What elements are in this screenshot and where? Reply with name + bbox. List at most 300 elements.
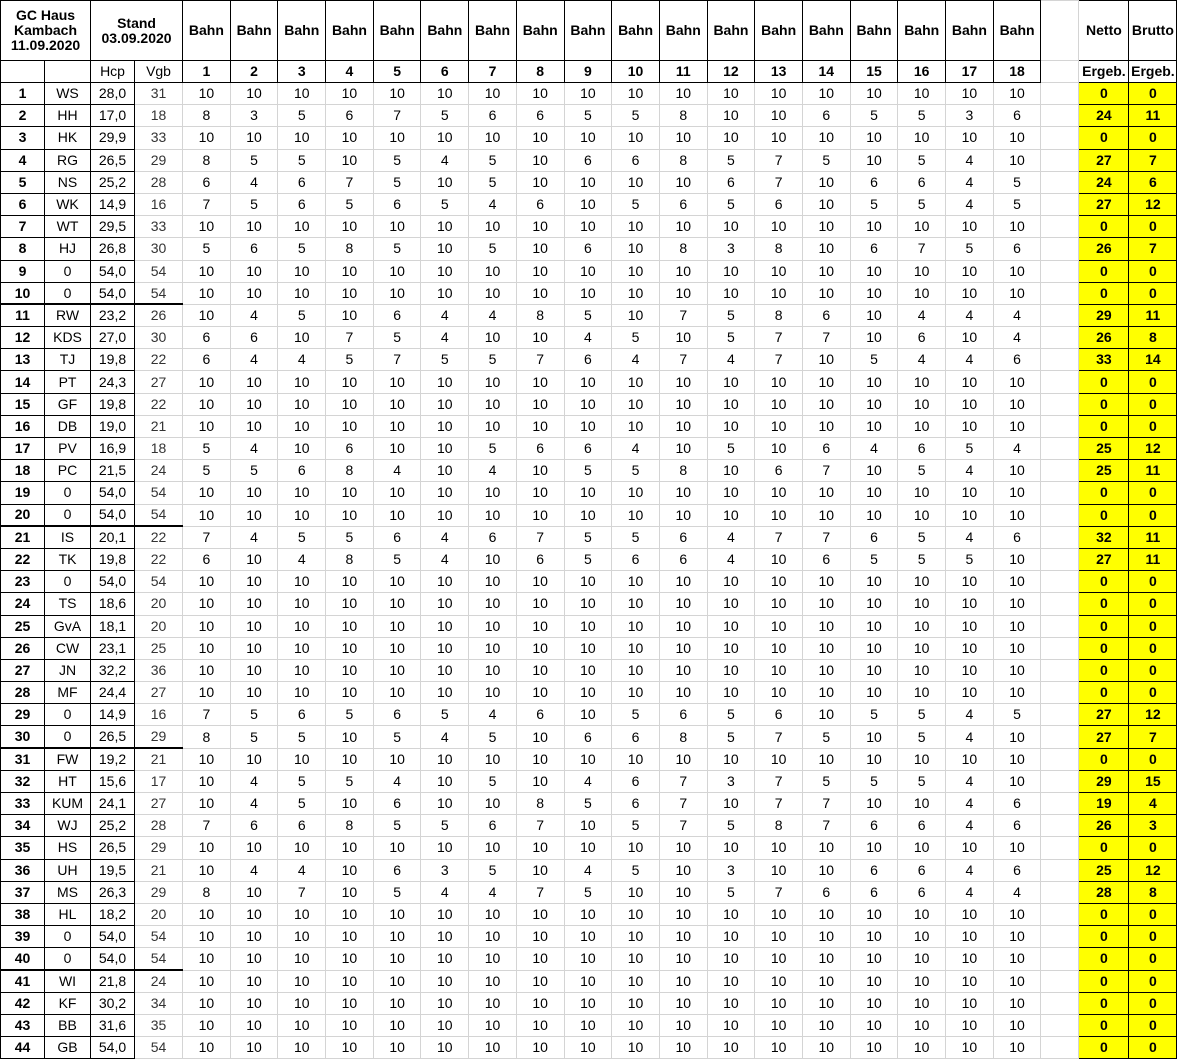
hole-score: 6 <box>802 881 850 903</box>
hole-score: 4 <box>469 704 517 726</box>
hole-score: 7 <box>659 815 707 837</box>
player-initials: 0 <box>45 482 91 504</box>
hole-score: 10 <box>707 105 755 127</box>
hole-score: 6 <box>850 881 898 903</box>
handicap-value: 19,8 <box>91 393 135 415</box>
hole-score: 10 <box>946 327 994 349</box>
hole-score: 10 <box>898 615 946 637</box>
hole-score: 5 <box>946 438 994 460</box>
hole-score: 10 <box>183 992 231 1014</box>
player-row <box>1 637 1177 659</box>
row-number: 35 <box>1 837 45 859</box>
hole-score: 10 <box>230 393 278 415</box>
hole-score: 10 <box>278 903 326 925</box>
hole-score: 4 <box>230 171 278 193</box>
hole-score: 10 <box>707 748 755 770</box>
row-number: 2 <box>1 105 45 127</box>
hole-score: 5 <box>278 726 326 748</box>
hole-score: 10 <box>516 1037 564 1059</box>
hole-score: 10 <box>993 260 1041 282</box>
player-initials: WK <box>45 193 91 215</box>
hole-score: 5 <box>850 548 898 570</box>
row-number: 3 <box>1 127 45 149</box>
brutto-result: 0 <box>1129 992 1177 1014</box>
hole-score: 5 <box>326 193 374 215</box>
brutto-result: 7 <box>1129 726 1177 748</box>
hole-score: 6 <box>898 859 946 881</box>
hole-score: 10 <box>564 637 612 659</box>
hole-score: 10 <box>421 282 469 304</box>
hole-score: 10 <box>183 748 231 770</box>
hole-score: 10 <box>373 593 421 615</box>
hole-score: 6 <box>373 193 421 215</box>
hole-score: 7 <box>755 327 803 349</box>
hole-score: 10 <box>564 482 612 504</box>
hole-score: 5 <box>373 815 421 837</box>
player-initials: HT <box>45 770 91 792</box>
hole-score: 10 <box>802 659 850 681</box>
hole-score: 10 <box>421 571 469 593</box>
bahn-label: Bahn <box>516 1 564 61</box>
hole-score: 4 <box>612 438 660 460</box>
hole-score: 7 <box>183 704 231 726</box>
handicap-value: 18,1 <box>91 615 135 637</box>
hole-score: 10 <box>564 415 612 437</box>
hole-score: 10 <box>230 903 278 925</box>
hole-score: 6 <box>516 548 564 570</box>
handicap-value: 54,0 <box>91 282 135 304</box>
hole-score: 4 <box>898 349 946 371</box>
player-row <box>1 282 1177 304</box>
column-gap <box>1041 216 1079 238</box>
vgb-value: 20 <box>135 593 183 615</box>
hole-score: 10 <box>659 216 707 238</box>
player-initials: HL <box>45 903 91 925</box>
hole-number: 17 <box>946 61 994 83</box>
hole-score: 8 <box>183 881 231 903</box>
column-gap <box>1041 593 1079 615</box>
hole-score: 10 <box>373 216 421 238</box>
hole-score: 10 <box>612 415 660 437</box>
hole-number: 11 <box>659 61 707 83</box>
vgb-value: 27 <box>135 682 183 704</box>
hole-score: 10 <box>802 571 850 593</box>
hole-score: 10 <box>516 948 564 970</box>
hole-score: 10 <box>659 438 707 460</box>
hole-score: 4 <box>993 881 1041 903</box>
player-initials: HK <box>45 127 91 149</box>
column-gap <box>1041 504 1079 526</box>
hole-score: 4 <box>421 726 469 748</box>
hole-score: 6 <box>278 193 326 215</box>
hole-score: 7 <box>802 327 850 349</box>
brutto-result: 0 <box>1129 504 1177 526</box>
player-row <box>1 349 1177 371</box>
handicap-value: 19,0 <box>91 415 135 437</box>
vgb-value: 54 <box>135 504 183 526</box>
hole-score: 10 <box>183 593 231 615</box>
hole-score: 10 <box>278 682 326 704</box>
hole-score: 4 <box>707 526 755 548</box>
hole-score: 6 <box>802 438 850 460</box>
player-initials: UH <box>45 859 91 881</box>
brutto-result: 11 <box>1129 526 1177 548</box>
hole-score: 10 <box>850 793 898 815</box>
vgb-value: 21 <box>135 415 183 437</box>
hole-score: 10 <box>946 282 994 304</box>
hole-score: 10 <box>612 171 660 193</box>
player-initials: 0 <box>45 260 91 282</box>
hole-score: 6 <box>230 238 278 260</box>
hole-number: 4 <box>326 61 374 83</box>
hole-score: 10 <box>946 593 994 615</box>
hole-score: 6 <box>993 793 1041 815</box>
hcp-header: Hcp <box>91 61 135 83</box>
player-row <box>1 837 1177 859</box>
hole-score: 5 <box>707 149 755 171</box>
brutto-header: Brutto <box>1129 1 1177 61</box>
hole-score: 4 <box>421 548 469 570</box>
hole-score: 10 <box>469 1037 517 1059</box>
vgb-value: 54 <box>135 571 183 593</box>
hole-score: 5 <box>373 238 421 260</box>
hole-score: 10 <box>755 127 803 149</box>
player-initials: CW <box>45 637 91 659</box>
hole-score: 10 <box>659 903 707 925</box>
hole-score: 10 <box>946 504 994 526</box>
bahn-label: Bahn <box>898 1 946 61</box>
hole-score: 10 <box>326 793 374 815</box>
hole-score: 10 <box>278 216 326 238</box>
hole-score: 10 <box>421 948 469 970</box>
handicap-value: 23,2 <box>91 304 135 326</box>
hole-score: 10 <box>373 1037 421 1059</box>
hole-score: 7 <box>516 881 564 903</box>
hole-score: 5 <box>850 105 898 127</box>
hole-score: 10 <box>469 615 517 637</box>
hole-score: 4 <box>421 304 469 326</box>
hole-score: 6 <box>850 171 898 193</box>
player-initials: RW <box>45 304 91 326</box>
player-row <box>1 216 1177 238</box>
hole-score: 10 <box>802 948 850 970</box>
hole-score: 6 <box>469 105 517 127</box>
hole-score: 10 <box>469 504 517 526</box>
hole-score: 5 <box>469 438 517 460</box>
hole-score: 7 <box>802 793 850 815</box>
hole-score: 5 <box>183 238 231 260</box>
hole-score: 6 <box>230 815 278 837</box>
netto-result: 32 <box>1079 526 1129 548</box>
hole-score: 10 <box>802 504 850 526</box>
hole-score: 6 <box>612 770 660 792</box>
hole-score: 4 <box>946 704 994 726</box>
hole-score: 6 <box>564 726 612 748</box>
hole-score: 10 <box>183 837 231 859</box>
hole-score: 5 <box>278 149 326 171</box>
hole-score: 10 <box>850 371 898 393</box>
hole-score: 10 <box>469 948 517 970</box>
hole-score: 10 <box>326 748 374 770</box>
brutto-result: 0 <box>1129 615 1177 637</box>
vgb-value: 21 <box>135 859 183 881</box>
hole-score: 10 <box>516 926 564 948</box>
hole-score: 10 <box>612 903 660 925</box>
hole-number: 1 <box>183 61 231 83</box>
hole-score: 4 <box>946 859 994 881</box>
hole-score: 10 <box>469 571 517 593</box>
hole-score: 5 <box>946 238 994 260</box>
hole-score: 10 <box>373 659 421 681</box>
hole-score: 10 <box>373 615 421 637</box>
column-gap <box>1041 526 1079 548</box>
hole-score: 10 <box>850 83 898 105</box>
hole-score: 10 <box>469 926 517 948</box>
hole-score: 10 <box>230 837 278 859</box>
player-row <box>1 327 1177 349</box>
hole-score: 5 <box>469 171 517 193</box>
hole-score: 5 <box>993 171 1041 193</box>
hole-score: 10 <box>802 415 850 437</box>
player-row <box>1 149 1177 171</box>
column-gap <box>1041 793 1079 815</box>
hole-score: 8 <box>659 149 707 171</box>
vgb-value: 17 <box>135 770 183 792</box>
hole-score: 5 <box>612 327 660 349</box>
hole-score: 10 <box>898 1014 946 1036</box>
hole-score: 10 <box>469 393 517 415</box>
hole-score: 10 <box>612 127 660 149</box>
brutto-result: 0 <box>1129 1014 1177 1036</box>
handicap-value: 54,0 <box>91 926 135 948</box>
column-gap <box>1041 61 1079 83</box>
hole-score: 5 <box>469 726 517 748</box>
hole-score: 10 <box>946 127 994 149</box>
netto-result: 26 <box>1079 327 1129 349</box>
hole-score: 10 <box>469 992 517 1014</box>
hole-score: 8 <box>659 105 707 127</box>
netto-result: 25 <box>1079 859 1129 881</box>
hole-score: 10 <box>373 948 421 970</box>
hole-score: 10 <box>421 659 469 681</box>
hole-score: 5 <box>230 726 278 748</box>
hole-score: 10 <box>326 571 374 593</box>
player-row <box>1 260 1177 282</box>
hole-score: 6 <box>230 327 278 349</box>
hole-score: 5 <box>850 704 898 726</box>
hole-score: 5 <box>469 149 517 171</box>
vgb-value: 25 <box>135 637 183 659</box>
hole-score: 5 <box>612 460 660 482</box>
hole-score: 5 <box>564 460 612 482</box>
hole-score: 10 <box>707 504 755 526</box>
hole-score: 5 <box>564 793 612 815</box>
hole-number: 14 <box>802 61 850 83</box>
hole-score: 10 <box>946 903 994 925</box>
hole-score: 10 <box>707 1014 755 1036</box>
player-initials: KDS <box>45 327 91 349</box>
hole-score: 10 <box>707 127 755 149</box>
hole-score: 10 <box>612 659 660 681</box>
hole-score: 10 <box>755 615 803 637</box>
hole-score: 10 <box>993 926 1041 948</box>
hole-score: 10 <box>707 460 755 482</box>
handicap-value: 17,0 <box>91 105 135 127</box>
hole-score: 10 <box>946 948 994 970</box>
hole-score: 10 <box>755 1014 803 1036</box>
hole-score: 10 <box>564 1014 612 1036</box>
hole-score: 10 <box>755 748 803 770</box>
hole-score: 5 <box>802 770 850 792</box>
handicap-value: 21,8 <box>91 970 135 992</box>
hole-score: 10 <box>755 837 803 859</box>
hole-score: 10 <box>326 304 374 326</box>
hole-score: 6 <box>373 304 421 326</box>
hole-score: 5 <box>564 304 612 326</box>
hole-score: 10 <box>898 415 946 437</box>
player-row <box>1 482 1177 504</box>
player-row <box>1 548 1177 570</box>
hole-number: 10 <box>612 61 660 83</box>
row-number: 24 <box>1 593 45 615</box>
row-number: 36 <box>1 859 45 881</box>
hole-score: 10 <box>755 571 803 593</box>
hole-score: 10 <box>802 482 850 504</box>
player-initials: PV <box>45 438 91 460</box>
hole-score: 10 <box>659 593 707 615</box>
bahn-label: Bahn <box>659 1 707 61</box>
netto-result: 0 <box>1079 682 1129 704</box>
hole-score: 10 <box>850 1014 898 1036</box>
handicap-value: 18,2 <box>91 903 135 925</box>
header-blank <box>1 61 45 83</box>
hole-score: 4 <box>946 815 994 837</box>
hole-score: 6 <box>659 193 707 215</box>
player-initials: 0 <box>45 282 91 304</box>
hole-score: 10 <box>183 637 231 659</box>
hole-score: 10 <box>326 504 374 526</box>
hole-score: 6 <box>659 548 707 570</box>
hole-score: 5 <box>564 526 612 548</box>
hole-score: 10 <box>707 903 755 925</box>
hole-score: 4 <box>946 349 994 371</box>
hole-score: 8 <box>183 105 231 127</box>
player-initials: DB <box>45 415 91 437</box>
hole-score: 10 <box>802 260 850 282</box>
hole-score: 8 <box>659 238 707 260</box>
hole-score: 10 <box>421 127 469 149</box>
hole-score: 10 <box>898 793 946 815</box>
hole-number: 2 <box>230 61 278 83</box>
hole-score: 10 <box>850 504 898 526</box>
bahn-label: Bahn <box>230 1 278 61</box>
hole-score: 10 <box>802 992 850 1014</box>
vgb-value: 22 <box>135 349 183 371</box>
vgb-value: 27 <box>135 793 183 815</box>
hole-score: 4 <box>230 304 278 326</box>
column-gap <box>1041 304 1079 326</box>
hole-score: 10 <box>564 504 612 526</box>
vgb-value: 22 <box>135 526 183 548</box>
hole-score: 10 <box>993 682 1041 704</box>
column-gap <box>1041 1 1079 61</box>
hole-score: 10 <box>516 682 564 704</box>
hole-score: 6 <box>469 815 517 837</box>
hole-score: 5 <box>564 548 612 570</box>
player-row <box>1 770 1177 792</box>
hole-score: 8 <box>183 726 231 748</box>
hole-score: 10 <box>993 127 1041 149</box>
player-row <box>1 615 1177 637</box>
hole-score: 10 <box>850 948 898 970</box>
player-row <box>1 593 1177 615</box>
hole-number: 6 <box>421 61 469 83</box>
hole-score: 7 <box>755 770 803 792</box>
hole-score: 6 <box>993 526 1041 548</box>
player-initials: 0 <box>45 704 91 726</box>
hole-score: 5 <box>278 304 326 326</box>
vgb-value: 16 <box>135 704 183 726</box>
hole-score: 10 <box>898 837 946 859</box>
hole-score: 6 <box>183 171 231 193</box>
row-number: 44 <box>1 1037 45 1059</box>
vgb-value: 30 <box>135 327 183 349</box>
hole-score: 10 <box>230 748 278 770</box>
hole-score: 10 <box>516 238 564 260</box>
row-number: 6 <box>1 193 45 215</box>
player-initials: GF <box>45 393 91 415</box>
player-row <box>1 238 1177 260</box>
hole-score: 10 <box>755 659 803 681</box>
hole-score: 10 <box>993 393 1041 415</box>
hole-score: 5 <box>707 726 755 748</box>
player-initials: WJ <box>45 815 91 837</box>
player-row <box>1 948 1177 970</box>
brutto-result: 0 <box>1129 571 1177 593</box>
hole-score: 10 <box>802 83 850 105</box>
hole-score: 10 <box>993 948 1041 970</box>
netto-result: 0 <box>1079 482 1129 504</box>
hole-score: 10 <box>659 637 707 659</box>
hole-score: 10 <box>230 548 278 570</box>
hole-score: 10 <box>421 482 469 504</box>
vgb-value: 29 <box>135 881 183 903</box>
vgb-value: 35 <box>135 1014 183 1036</box>
player-initials: JN <box>45 659 91 681</box>
hole-score: 10 <box>421 260 469 282</box>
hole-score: 10 <box>516 127 564 149</box>
hole-score: 10 <box>326 282 374 304</box>
brutto-result: 0 <box>1129 282 1177 304</box>
hole-number: 16 <box>898 61 946 83</box>
hole-score: 10 <box>373 682 421 704</box>
hole-score: 7 <box>183 526 231 548</box>
hole-score: 10 <box>898 926 946 948</box>
brutto-result: 0 <box>1129 926 1177 948</box>
hole-score: 5 <box>898 548 946 570</box>
vgb-value: 27 <box>135 371 183 393</box>
hole-score: 10 <box>707 393 755 415</box>
hole-score: 10 <box>183 393 231 415</box>
hole-score: 5 <box>373 327 421 349</box>
netto-result: 0 <box>1079 415 1129 437</box>
hole-score: 10 <box>564 970 612 992</box>
row-number: 5 <box>1 171 45 193</box>
hole-score: 10 <box>564 1037 612 1059</box>
hole-score: 10 <box>469 903 517 925</box>
handicap-value: 26,5 <box>91 726 135 748</box>
player-row <box>1 793 1177 815</box>
